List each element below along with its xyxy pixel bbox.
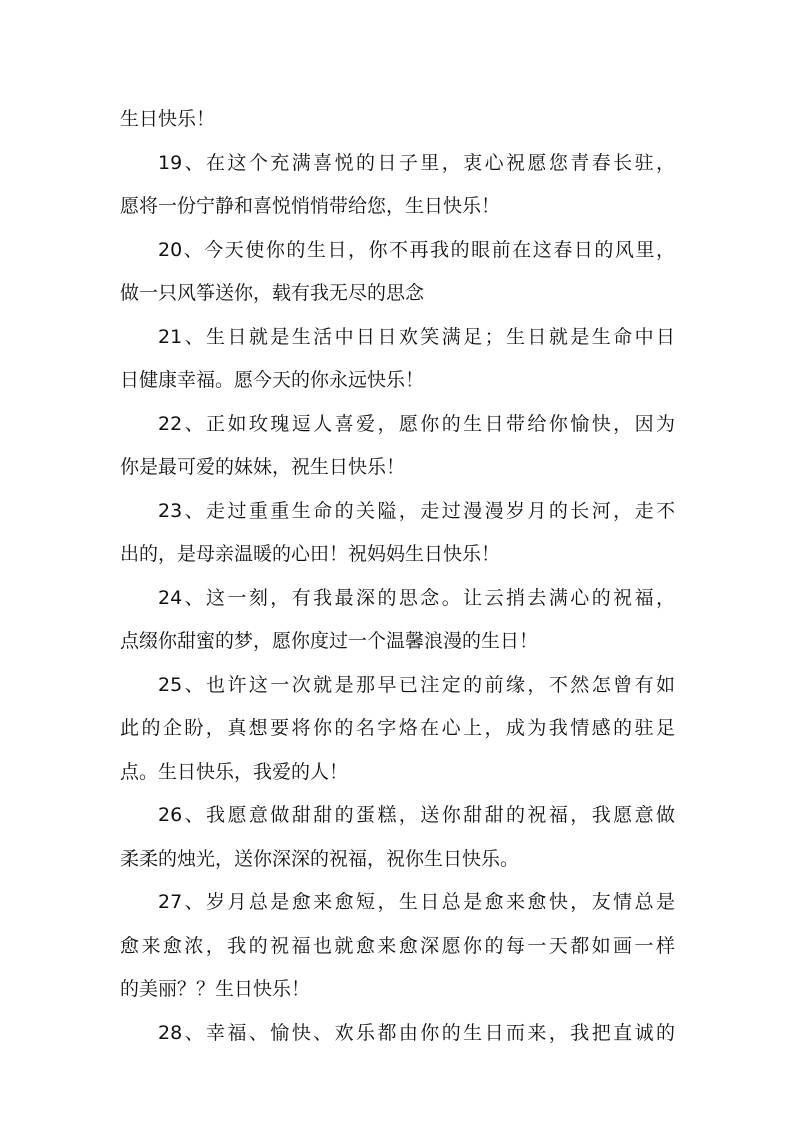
text-line: 22、正如玫瑰逗人喜爱，愿你的生日带给你愉快，因为 [158,412,675,435]
text-line: 27、岁月总是愈来愈短，生日总是愈来愈快，友情总是 [158,891,675,913]
text-line: 做一只风筝送你，载有我无尽的思念 [120,282,425,304]
text-line: 你是最可爱的妹妹，祝生日快乐！ [120,456,406,478]
text-line: 20、今天使你的生日，你不再我的眼前在这春日的风里， [158,238,675,261]
text-line: 此的企盼，真想要将你的名字烙在心上，成为我情感的驻足 [120,717,675,739]
document-body [120,98,675,1055]
text-line: 28、幸福、愉快、欢乐都由你的生日而来，我把直诚的 [158,1021,675,1044]
text-line: 21、生日就是生活中日日欢笑满足；生日就是生命中日 [158,325,675,348]
text-line: 出的，是母亲温暖的心田！祝妈妈生日快乐！ [120,543,501,565]
text-line: 愿将一份宁静和喜悦悄悄带给您，生日快乐！ [120,195,501,217]
text-line: 25、也许这一次就是那早已注定的前缘，不然怎曾有如 [158,673,675,696]
text-line: 23、走过重重生命的关隘，走过漫漫岁月的长河，走不 [158,499,675,522]
text-line: 24、这一刻，有我最深的思念。让云捎去满心的祝福， [158,586,675,609]
text-line: 26、我愿意做甜甜的蛋糕，送你甜甜的祝福，我愿意做 [158,804,675,826]
text-line: 日健康幸福。愿今天的你永远快乐！ [120,369,425,391]
text-line: 点。生日快乐，我爱的人！ [120,760,349,783]
text-line: 柔柔的烛光，送你深深的祝福，祝你生日快乐。 [120,847,520,870]
text-line: 愈来愈浓，我的祝福也就愈来愈深愿你的每一天都如画一样 [120,934,675,957]
text-line: 19、在这个充满喜悦的日子里，衷心祝愿您青春长驻， [158,151,675,174]
text-line: 点缀你甜蜜的梦，愿你度过一个温馨浪漫的生日！ [120,630,539,652]
text-line: 生日快乐！ [120,108,216,130]
text-line: 的美丽？？生日快乐！ [120,978,311,1000]
